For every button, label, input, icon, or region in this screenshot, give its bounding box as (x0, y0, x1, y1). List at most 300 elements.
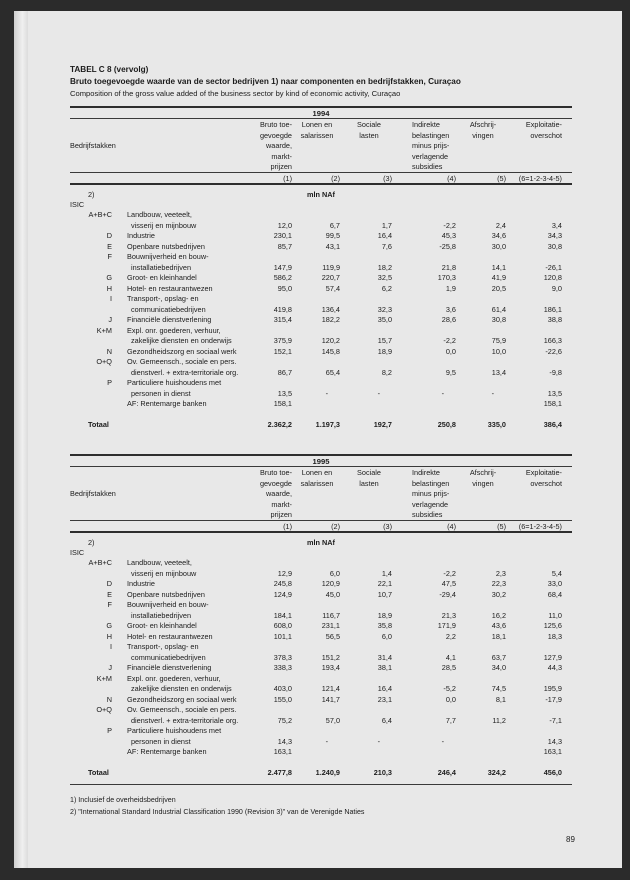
isic-footnote-ref: 2) (88, 538, 95, 547)
isic-code: O+Q (96, 357, 112, 366)
cell-value: 20,5 (491, 283, 506, 293)
cell-value: 15,7 (377, 336, 392, 345)
cell-value: 195,9 (543, 684, 562, 693)
cell-value: - (441, 388, 444, 398)
total-label: Totaal (88, 767, 109, 777)
isic-code: G (106, 621, 112, 630)
cell-value: 586,2 (273, 273, 292, 282)
column-header-line: overschot (530, 478, 562, 488)
top-rule (70, 106, 572, 108)
isic-code: A+B+C (88, 558, 112, 567)
cell-value: 124,9 (273, 589, 292, 599)
cell-value: 7,6 (381, 241, 392, 251)
row-label: AF: Rentemarge banken (127, 399, 207, 408)
cell-value: 155,0 (273, 694, 292, 704)
cell-value: 245,8 (273, 579, 292, 588)
column-header-line: Afschrij- (469, 120, 497, 129)
cell-value: 10,7 (377, 589, 392, 599)
cell-value: - (441, 736, 444, 746)
cell-value: 16,2 (491, 610, 506, 620)
year-heading: 1994 (312, 109, 330, 118)
total-value: 324,2 (487, 767, 506, 777)
cell-value: 47,5 (441, 579, 456, 588)
row-label: Transport-, opslag- en (127, 642, 199, 651)
row-label: communicatiebedrijven (131, 304, 206, 314)
cell-value: 30,8 (491, 315, 506, 324)
cell-value: - (377, 388, 380, 398)
header-bottom-rule (70, 183, 572, 185)
cell-value: 61,4 (491, 304, 506, 314)
cell-value: 57,4 (325, 283, 340, 293)
total-value: 250,8 (437, 419, 456, 429)
cell-value: -2,2 (443, 336, 456, 345)
column-number-4: (4) (447, 174, 456, 183)
row-label: personen in dienst (131, 736, 191, 746)
cell-value: 63,7 (491, 652, 506, 662)
page-gutter (14, 11, 28, 868)
column-header-6 (502, 468, 562, 489)
column-header-line: Bruto toe- (259, 468, 292, 477)
cell-value: 147,9 (273, 262, 292, 272)
cell-value: 16,4 (377, 684, 392, 693)
column-header-line: vingen (472, 478, 494, 488)
total-value: 1.197,3 (315, 419, 340, 429)
column-header-1 (254, 468, 292, 521)
cell-value: -2,2 (443, 220, 456, 230)
column-header-line: Bruto toe- (259, 120, 292, 129)
total-value: 2.362,2 (267, 419, 292, 429)
cell-value: 38,8 (547, 315, 562, 324)
cell-value: 8,1 (495, 694, 506, 704)
cell-value: 158,1 (273, 399, 292, 408)
column-header-line: belastingen (412, 478, 450, 488)
column-header-6 (502, 120, 562, 141)
row-label: Bouwnijverheid en bouw- (127, 252, 209, 261)
cell-value: 16,4 (377, 231, 392, 240)
isic-code: G (106, 273, 112, 282)
cell-value: 378,3 (273, 652, 292, 662)
column-number-2: (2) (331, 522, 340, 531)
cell-value: 44,3 (547, 663, 562, 672)
cell-value: 7,7 (445, 715, 456, 725)
column-number-6: (6=1-2-3-4-5) (518, 522, 562, 531)
total-value: 456,0 (543, 767, 562, 777)
column-header-4 (412, 120, 449, 173)
cell-value: 116,7 (322, 610, 340, 620)
cell-value: 0,0 (445, 346, 456, 356)
cell-value: 220,7 (321, 273, 340, 282)
isic-code: N (106, 694, 112, 704)
column-number-2: (2) (331, 174, 340, 183)
cell-value: 10,0 (491, 346, 506, 356)
cell-value: 152,1 (273, 346, 292, 356)
column-header-line: Exploitatie- (525, 468, 562, 477)
cell-value: 403,0 (273, 684, 292, 693)
column-number-6: (6=1-2-3-4-5) (518, 174, 562, 183)
isic-code: F (107, 252, 112, 261)
isic-code: E (107, 589, 112, 599)
column-header-2 (292, 468, 342, 489)
cell-value: 86,7 (277, 367, 292, 377)
isic-code: H (106, 283, 112, 293)
cell-value: 120,2 (321, 336, 340, 345)
cell-value: 65,4 (325, 367, 340, 377)
column-header-line: markt- (271, 151, 292, 161)
cell-value: -26,1 (545, 262, 562, 272)
cell-value: 193,4 (321, 663, 340, 672)
cell-value: 99,5 (325, 231, 340, 240)
cell-value: 2,2 (445, 631, 456, 641)
cell-value: 74,5 (491, 684, 506, 693)
column-header-line: salarissen (300, 130, 334, 140)
cell-value: 315,4 (273, 315, 292, 324)
isic-code: N (106, 346, 112, 356)
row-label: Groot- en kleinhandel (127, 273, 197, 282)
cell-value: 375,9 (273, 336, 292, 345)
row-label: Particuliere huishoudens met (127, 378, 222, 387)
row-label: Transport-, opslag- en (127, 294, 199, 303)
isic-code: E (107, 241, 112, 251)
year-rule (70, 466, 572, 467)
cell-value: 45,0 (325, 589, 340, 599)
isic-code: I (109, 642, 112, 651)
column-header-5 (458, 120, 508, 141)
row-header-label: Bedrijfstakken (70, 489, 116, 498)
cell-value: 4,1 (445, 652, 456, 662)
cell-value: 0,0 (445, 694, 456, 704)
column-header-line: overschot (530, 130, 562, 140)
cell-value: -17,9 (545, 694, 562, 704)
unit-label: mln NAf (307, 190, 335, 199)
cell-value: 32,3 (377, 304, 392, 314)
cell-value: 338,3 (273, 663, 292, 672)
cell-value: 9,5 (445, 367, 456, 377)
cell-value: 608,0 (273, 621, 292, 630)
total-label: Totaal (88, 419, 109, 429)
cell-value: 11,0 (548, 610, 562, 620)
column-number-1: (1) (283, 174, 292, 183)
cell-value: 18,9 (377, 346, 392, 356)
row-label: installatiebedrijven (131, 610, 192, 620)
row-label: Landbouw, veeteelt, (127, 210, 192, 219)
column-header-line: lasten (359, 478, 379, 488)
column-header-line: Afschrij- (469, 468, 497, 477)
cell-value: 6,2 (381, 283, 392, 293)
cell-value: 119,9 (322, 262, 340, 272)
cell-value: 171,9 (437, 621, 456, 630)
cell-value: 75,2 (277, 715, 292, 725)
cell-value: 34,0 (491, 663, 506, 672)
cell-value: 158,1 (543, 399, 562, 408)
cell-value: 18,2 (377, 262, 392, 272)
row-label: dienstverl. + extra-territoriale org. (131, 715, 239, 725)
year-rule (70, 118, 572, 119)
cell-value: 1,9 (445, 283, 456, 293)
cell-value: 95,0 (277, 283, 292, 293)
cell-value: 12,0 (277, 220, 292, 230)
cell-value: 22,1 (377, 579, 392, 588)
isic-code: D (106, 579, 112, 588)
row-label: Hotel- en restaurantwezen (127, 283, 213, 293)
total-value: 210,3 (373, 767, 392, 777)
column-header-line: subsidies (412, 162, 443, 171)
cell-value: 43,6 (491, 621, 506, 630)
column-header-line: subsidies (412, 510, 443, 519)
cell-value: 120,9 (321, 579, 340, 588)
row-label: Particuliere huishoudens met (127, 726, 222, 735)
cell-value: 68,4 (547, 589, 562, 599)
cell-value: 57,0 (325, 715, 340, 725)
row-label: Ov. Gemeensch., sociale en pers. (127, 357, 237, 366)
isic-code: P (107, 378, 112, 387)
row-label: Groot- en kleinhandel (127, 621, 197, 630)
row-label: personen in dienst (131, 388, 191, 398)
cell-value: 6,7 (329, 220, 340, 230)
row-label: AF: Rentemarge banken (127, 747, 207, 756)
row-label: Expl. onr. goederen, verhuur, (127, 325, 221, 335)
column-header-line: waarde, (266, 489, 292, 498)
cell-value: 28,5 (441, 663, 456, 672)
isic-code: O+Q (96, 705, 112, 714)
cell-value: 14,1 (491, 262, 506, 272)
cell-value: 6,0 (381, 631, 392, 641)
isic-code: J (108, 315, 112, 324)
column-header-4 (412, 468, 449, 521)
row-label: dienstverl. + extra-territoriale org. (131, 367, 239, 377)
cell-value: 145,8 (321, 346, 340, 356)
total-value: 386,4 (543, 419, 562, 429)
title-dutch: Bruto toegevoegde waarde van de sector bedrijven 1) naar componenten en bedrijfstakken, Curaçao (70, 77, 461, 86)
header-bottom-rule (70, 531, 572, 533)
column-number-5: (5) (497, 522, 506, 531)
cell-value: 41,9 (491, 273, 506, 282)
row-header-label: Bedrijfstakken (70, 141, 116, 150)
cell-value: 419,8 (273, 304, 292, 314)
cell-value: 231,1 (321, 621, 340, 630)
cell-value: 32,5 (377, 273, 392, 282)
cell-value: 14,3 (277, 736, 292, 746)
column-header-line: prijzen (270, 162, 292, 171)
row-label: Expl. onr. goederen, verhuur, (127, 673, 221, 683)
total-value: 192,7 (373, 419, 392, 429)
column-header-line: Indirekte (412, 468, 440, 477)
row-label: Gezondheidszorg en sociaal werk (127, 346, 237, 356)
column-header-line: verlagende (412, 151, 449, 161)
row-label: Hotel- en restaurantwezen (127, 631, 213, 641)
column-header-5 (458, 468, 508, 489)
cell-value: 12,9 (277, 568, 292, 578)
unit-label: mln NAf (307, 538, 335, 547)
column-header-2 (292, 120, 342, 141)
cell-value: 34,3 (547, 231, 562, 240)
row-label: Industrie (127, 579, 155, 588)
cell-value: -5,2 (443, 684, 456, 693)
cell-value: 186,1 (543, 304, 562, 314)
isic-code: D (106, 231, 112, 240)
column-header-line: waarde, (266, 141, 292, 150)
cell-value: 5,4 (551, 568, 562, 578)
column-header-line: Lonen en (301, 120, 333, 129)
cell-value: 43,1 (325, 241, 340, 251)
cell-value: 35,8 (377, 621, 392, 630)
row-label: Bouwnijverheid en bouw- (127, 600, 209, 609)
row-label: installatiebedrijven (131, 262, 192, 272)
row-label: Ov. Gemeensch., sociale en pers. (127, 705, 237, 714)
top-rule (70, 454, 572, 456)
cell-value: 21,3 (441, 610, 456, 620)
column-header-line: gevoegde (259, 130, 292, 140)
cell-value: 13,5 (277, 388, 292, 398)
footnote-1: 1) Inclusief de overheidsbedrijven (70, 796, 176, 804)
cell-value: 22,3 (491, 579, 506, 588)
footnote-divider (70, 784, 572, 785)
column-header-1 (254, 120, 292, 173)
cell-value: 101,1 (273, 631, 292, 641)
cell-value: -7,1 (549, 715, 562, 725)
column-number-5: (5) (497, 174, 506, 183)
cell-value: 127,9 (543, 652, 562, 662)
total-value: 1.240,9 (315, 767, 340, 777)
cell-value: 56,5 (325, 631, 340, 641)
isic-code: H (106, 631, 112, 641)
cell-value: 230,1 (273, 231, 292, 240)
cell-value: 35,0 (377, 315, 392, 324)
cell-value: -9,8 (549, 367, 562, 377)
isic-code: K+M (96, 673, 112, 683)
column-number-3: (3) (383, 522, 392, 531)
cell-value: 163,1 (273, 747, 292, 756)
cell-value: 23,1 (377, 694, 392, 704)
cell-value: 13,5 (547, 388, 562, 398)
column-number-1: (1) (283, 522, 292, 531)
cell-value: - (491, 388, 494, 398)
row-label: Gezondheidszorg en sociaal werk (127, 694, 237, 704)
cell-value: -25,8 (439, 241, 456, 251)
row-label: Openbare nutsbedrijven (127, 241, 205, 251)
row-label: Openbare nutsbedrijven (127, 589, 205, 599)
cell-value: 6,0 (329, 568, 340, 578)
cell-value: 13,4 (491, 367, 506, 377)
isic-code: J (108, 663, 112, 672)
cell-value: 1,4 (381, 568, 392, 578)
cell-value: 33,0 (547, 579, 562, 588)
cell-value: 6,4 (381, 715, 392, 725)
column-header-line: Sociale (357, 468, 381, 477)
column-header-line: minus prijs- (412, 141, 450, 150)
cell-value: 38,1 (377, 663, 392, 672)
cell-value: 3,6 (445, 304, 456, 314)
cell-value: 3,4 (551, 220, 562, 230)
isic-label: ISIC (70, 548, 85, 557)
column-header-line: Exploitatie- (525, 120, 562, 129)
column-header-line: vingen (472, 130, 494, 140)
cell-value: 30,2 (491, 589, 506, 599)
cell-value: 151,2 (321, 652, 340, 662)
cell-value: 9,0 (551, 283, 562, 293)
header-rule (70, 172, 572, 173)
row-label: Financiële dienstverlening (127, 663, 212, 672)
cell-value: - (377, 736, 380, 746)
cell-value: -29,4 (439, 589, 456, 599)
isic-code: P (107, 726, 112, 735)
total-value: 2.477,8 (267, 767, 292, 777)
cell-value: 31,4 (377, 652, 392, 662)
cell-value: 136,4 (321, 304, 340, 314)
isic-code: I (109, 294, 112, 303)
cell-value: -2,2 (443, 568, 456, 578)
row-label: zakelijke diensten en onderwijs (131, 336, 232, 345)
cell-value: 34,6 (491, 231, 506, 240)
column-header-line: salarissen (300, 478, 334, 488)
cell-value: - (325, 736, 328, 746)
cell-value: 121,4 (321, 684, 340, 693)
cell-value: 75,9 (491, 336, 506, 345)
isic-footnote-ref: 2) (88, 190, 95, 199)
year-heading: 1995 (312, 457, 330, 466)
cell-value: 28,6 (441, 315, 456, 324)
cell-value: 2,3 (495, 568, 506, 578)
row-label: visserij en mijnbouw (131, 568, 197, 578)
cell-value: 11,2 (492, 715, 506, 725)
isic-code: K+M (96, 325, 112, 335)
table-id: TABEL C 8 (vervolg) (70, 65, 149, 74)
column-header-line: gevoegde (259, 478, 292, 488)
isic-code: A+B+C (88, 210, 112, 219)
row-label: communicatiebedrijven (131, 652, 206, 662)
column-number-3: (3) (383, 174, 392, 183)
cell-value: 184,1 (273, 610, 292, 620)
cell-value: 120,8 (543, 273, 562, 282)
document-page (14, 11, 622, 868)
isic-label: ISIC (70, 200, 85, 209)
cell-value: 18,9 (377, 610, 392, 620)
header-rule (70, 520, 572, 521)
cell-value: 125,6 (543, 621, 562, 630)
column-header-line: minus prijs- (412, 489, 450, 498)
column-header-3 (344, 468, 394, 489)
cell-value: 18,3 (547, 631, 562, 641)
cell-value: 45,3 (441, 231, 456, 240)
cell-value: 141,7 (321, 694, 340, 704)
column-header-line: Sociale (357, 120, 381, 129)
row-label: Industrie (127, 231, 155, 240)
cell-value: 2,4 (495, 220, 506, 230)
column-number-4: (4) (447, 522, 456, 531)
cell-value: 30,0 (491, 241, 506, 251)
column-header-line: lasten (359, 130, 379, 140)
cell-value: -22,6 (545, 346, 562, 356)
total-value: 246,4 (437, 767, 456, 777)
row-label: visserij en mijnbouw (131, 220, 197, 230)
row-label: Financiële dienstverlening (127, 315, 212, 324)
column-header-line: markt- (271, 499, 292, 509)
cell-value: 170,3 (437, 273, 456, 282)
cell-value: - (325, 388, 328, 398)
row-label: zakelijke diensten en onderwijs (131, 684, 232, 693)
cell-value: 1,7 (381, 220, 392, 230)
isic-code: F (107, 600, 112, 609)
column-header-line: verlagende (412, 499, 449, 509)
cell-value: 18,1 (491, 631, 506, 641)
cell-value: 30,8 (547, 241, 562, 251)
cell-value: 163,1 (543, 747, 562, 756)
column-header-3 (344, 120, 394, 141)
row-label: Landbouw, veeteelt, (127, 558, 192, 567)
cell-value: 85,7 (277, 241, 292, 251)
footnote-2: 2) "International Standard Industrial Classification 1990 (Revision 3)" van de Verenigde Naties (70, 808, 365, 816)
cell-value: 8,2 (381, 367, 392, 377)
column-header-line: Indirekte (412, 120, 440, 129)
